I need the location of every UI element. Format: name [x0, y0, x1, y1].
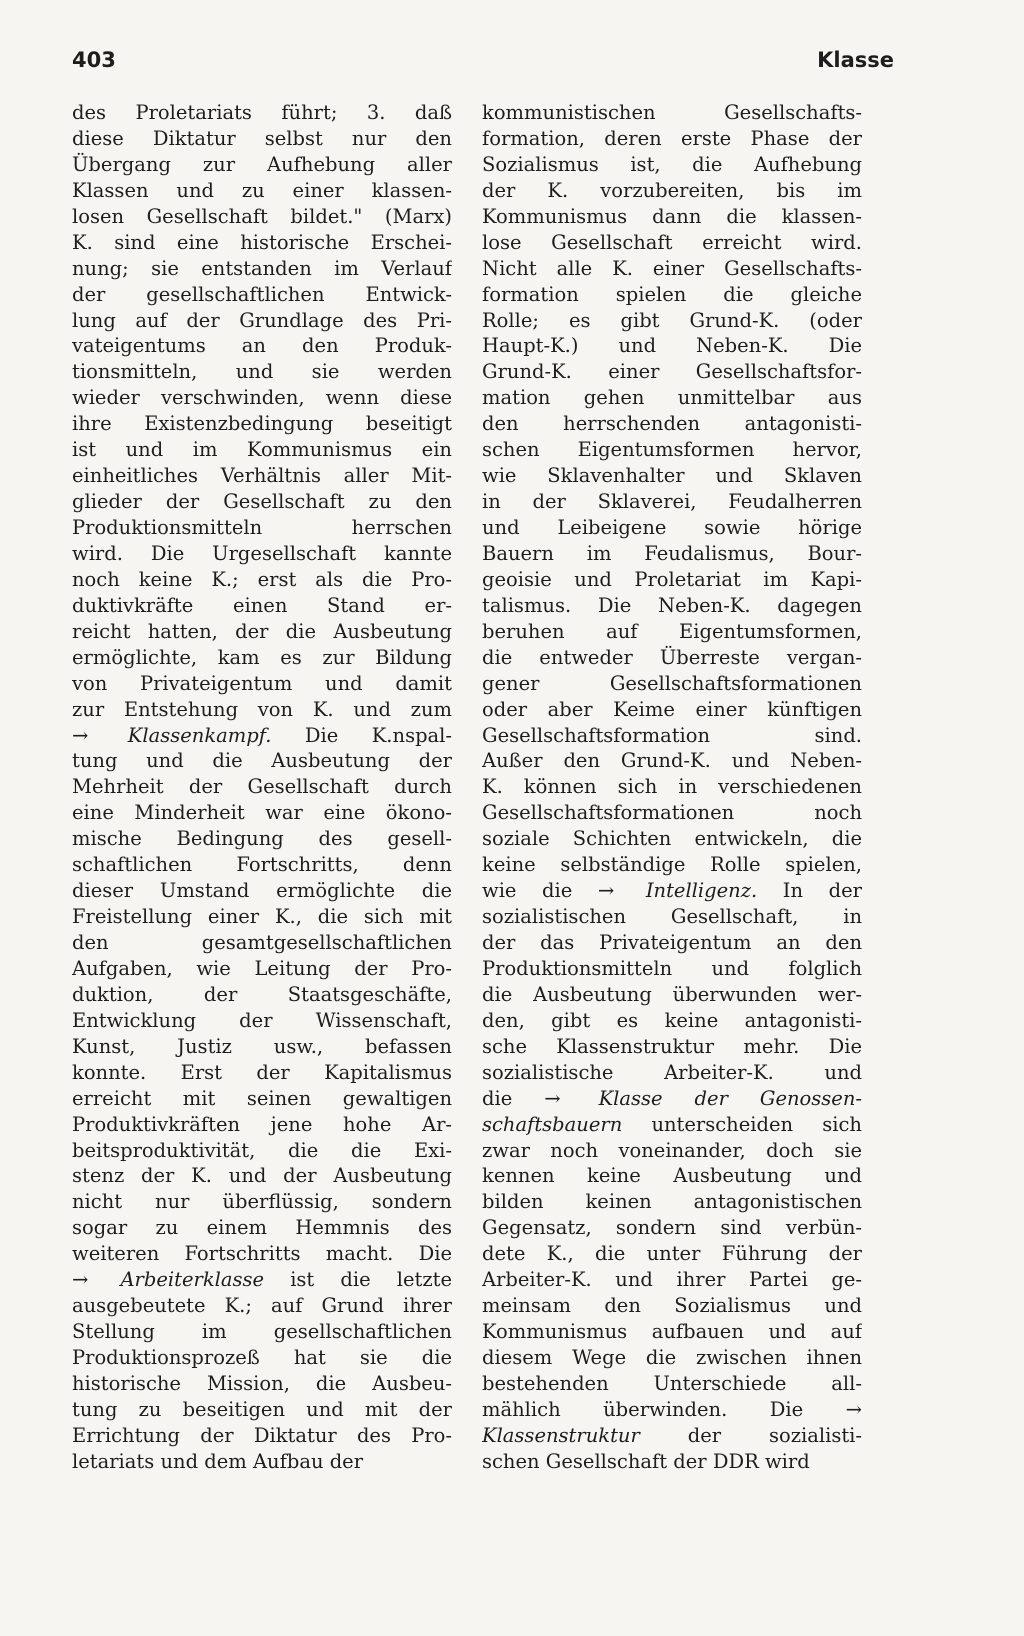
text-line [482, 852, 862, 878]
line-text: beitsproduktivität, die die Exi- [72, 1138, 452, 1162]
line-text: ausgebeutete K.; auf Grund ihrer [72, 1294, 452, 1318]
left-column [72, 100, 452, 1475]
line-text: mählich überwinden. Die → [482, 1397, 862, 1421]
cross-reference-arrow: → [597, 879, 615, 903]
line-text: beruhen auf Eigentumsformen, [482, 619, 862, 643]
line-text: ist und im Kommunismus ein [72, 438, 452, 462]
text-line [72, 826, 452, 852]
text-line [482, 1397, 862, 1423]
line-text: wird. Die Urgesellschaft kannte [72, 541, 452, 565]
line-text: dieser Umstand ermöglichte die [72, 879, 452, 903]
line-text: ermöglichte, kam es zur Bildung [72, 645, 452, 669]
line-text: Produktionsprozeß hat sie die [72, 1346, 452, 1369]
text-line [72, 1034, 452, 1060]
line-text: Übergang zur Aufhebung aller [72, 152, 452, 176]
line-text: schen Eigentumsformen hervor, [482, 438, 862, 462]
line-text: und Leibeigene sowie hörige [482, 516, 862, 539]
text-line [482, 256, 862, 282]
line-text: sozialistischen Gesellschaft, in [482, 905, 862, 929]
text-line [482, 956, 862, 982]
line-text: duktion, der Staatsgeschäfte, [72, 982, 452, 1006]
text-line [482, 1267, 862, 1293]
text-line [72, 1112, 452, 1138]
text-line [72, 152, 452, 178]
line-text: wieder verschwinden, wenn diese [72, 386, 452, 410]
line-text: nung; sie entstanden im Verlauf [72, 256, 452, 280]
line-text: Produktionsmitteln herrschen [72, 516, 452, 539]
line-text: Kommunismus aufbauen und auf [482, 1320, 862, 1344]
line-text: konnte. Erst der Kapitalismus [72, 1060, 452, 1084]
text-line [482, 1371, 862, 1397]
line-text: talismus. Die Neben-K. dagegen [482, 593, 862, 617]
line-text: meinsam den Sozialismus und [482, 1294, 862, 1318]
line-text: Kommunismus dann die klassen- [482, 204, 862, 228]
text-line [72, 852, 452, 878]
text-line [72, 800, 452, 826]
line-text: unterscheiden sich [651, 1112, 862, 1136]
text-line [482, 100, 862, 126]
line-text: Gesellschaftsformationen noch [482, 801, 862, 825]
line-text: formation spielen die gleiche [482, 282, 862, 306]
line-text: der gesellschaftlichen Entwick- [72, 282, 452, 306]
line-text: bilden keinen antagonistischen [482, 1190, 862, 1214]
line-text: ist die letzte [290, 1268, 452, 1292]
text-line [72, 411, 452, 437]
line-text: Die K.nspal- [304, 723, 452, 747]
text-line [482, 1163, 862, 1189]
text-line [72, 204, 452, 230]
line-text: der sozialisti- [687, 1423, 862, 1447]
text-line [72, 567, 452, 593]
text-line [72, 904, 452, 930]
line-text: Entwicklung der Wissenschaft, [72, 1008, 452, 1032]
line-text: Mehrheit der Gesellschaft durch [72, 775, 452, 799]
text-line [72, 982, 452, 1008]
cross-reference-arrow: → [72, 723, 89, 747]
text-line [72, 126, 452, 152]
line-text: diesem Wege die zwischen ihnen [482, 1346, 862, 1369]
line-text: Errichtung der Diktatur des Pro- [72, 1423, 452, 1447]
text-line [482, 930, 862, 956]
line-text: erreicht mit seinen gewaltigen [72, 1086, 452, 1110]
text-line [72, 359, 452, 385]
text-line [482, 826, 862, 852]
text-line [72, 1138, 452, 1164]
line-text: Bauern im Feudalismus, Bour- [482, 541, 862, 565]
line-text: reicht hatten, der die Ausbeutung [72, 619, 452, 643]
line-text: wie die [482, 879, 573, 903]
line-text: Gesellschaftsformation sind. [482, 723, 862, 747]
text-line [482, 1215, 862, 1241]
line-text: den herrschenden antagonisti- [482, 412, 862, 436]
text-line [482, 567, 862, 593]
text-line [72, 282, 452, 308]
line-text: die [482, 1086, 513, 1110]
cross-reference-arrow: → [544, 1086, 561, 1110]
right-column [482, 100, 862, 1475]
text-line [482, 1449, 862, 1475]
text-line [72, 1060, 452, 1086]
text-line [482, 1423, 862, 1449]
line-text: duktivkräfte einen Stand er- [72, 593, 452, 617]
line-text: Grund-K. einer Gesellschaftsfor- [482, 360, 862, 384]
line-text: des Proletariats führt; 3. daß [72, 101, 452, 124]
line-text: dete K., die unter Führung der [482, 1242, 862, 1266]
line-text: mische Bedingung des gesell- [72, 827, 452, 851]
running-head [72, 48, 894, 80]
text-line [482, 904, 862, 930]
text-line [482, 126, 862, 152]
text-line [482, 541, 862, 567]
line-text: Außer den Grund-K. und Neben- [482, 749, 862, 773]
line-text: gener Gesellschaftsformationen [482, 671, 862, 695]
line-text: Gegensatz, sondern sind verbün- [482, 1216, 862, 1240]
line-text: In der [782, 879, 862, 903]
text-line [482, 800, 862, 826]
text-line [482, 1241, 862, 1267]
line-text: wie Sklavenhalter und Sklaven [482, 464, 862, 488]
text-line [72, 723, 452, 749]
line-text: formation, deren erste Phase der [482, 126, 862, 150]
text-line [72, 697, 452, 723]
text-line [482, 204, 862, 230]
line-text: den, gibt es keine antagonisti- [482, 1008, 862, 1032]
text-line [72, 1371, 452, 1397]
line-text: den gesamtgesellschaftlichen [72, 931, 452, 954]
text-line [72, 1267, 452, 1293]
text-line [72, 878, 452, 904]
text-line [482, 152, 862, 178]
line-text: soziale Schichten entwickeln, die [482, 827, 862, 851]
cross-reference-term: Klassenstruktur [482, 1423, 640, 1447]
text-line [482, 515, 862, 541]
line-text: Stellung im gesellschaftlichen [72, 1320, 452, 1344]
line-text: schaftlichen Fortschritts, denn [72, 853, 452, 877]
text-line [72, 437, 452, 463]
text-line [72, 230, 452, 256]
line-text: zwar noch voneinander, doch sie [482, 1138, 862, 1162]
text-line [72, 256, 452, 282]
line-text: geoisie und Proletariat im Kapi- [482, 567, 862, 591]
text-line [72, 1397, 452, 1423]
line-text: Produktionsmitteln und folglich [482, 956, 862, 980]
text-line [482, 1034, 862, 1060]
line-text: Haupt-K.) und Neben-K. Die [482, 334, 862, 358]
text-line [72, 1423, 452, 1449]
text-line [72, 1449, 452, 1475]
line-text: weiteren Fortschritts macht. Die [72, 1242, 452, 1266]
text-line [72, 619, 452, 645]
text-line [482, 359, 862, 385]
text-line [482, 723, 862, 749]
text-line [482, 645, 862, 671]
line-text: glieder der Gesellschaft zu den [72, 490, 452, 514]
line-text: in der Sklaverei, Feudalherren [482, 490, 862, 514]
text-line [72, 100, 452, 126]
head-word: Klasse [817, 48, 894, 72]
text-line [72, 956, 452, 982]
line-text: der das Privateigentum an den [482, 931, 862, 954]
line-text: lung auf der Grundlage des Pri- [72, 308, 452, 332]
line-text: Rolle; es gibt Grund-K. (oder [482, 308, 862, 332]
text-line [72, 541, 452, 567]
text-line [482, 1060, 862, 1086]
line-text: Kunst, Justiz usw., befassen [72, 1034, 452, 1058]
text-line [482, 748, 862, 774]
text-line [482, 878, 862, 904]
line-text: schen Gesellschaft der DDR wird [482, 1449, 810, 1473]
text-line [482, 437, 862, 463]
text-line [482, 1112, 862, 1138]
text-line [482, 1008, 862, 1034]
text-line [482, 385, 862, 411]
text-line [72, 1163, 452, 1189]
line-text: stenz der K. und der Ausbeutung [72, 1164, 452, 1188]
text-line [72, 489, 452, 515]
line-text: tung zu beseitigen und mit der [72, 1397, 452, 1421]
line-text: die Ausbeutung überwunden wer- [482, 982, 862, 1006]
line-text: zur Entstehung von K. und zum [72, 697, 452, 721]
line-text: noch keine K.; erst als die Pro- [72, 567, 452, 591]
text-line [72, 593, 452, 619]
text-line [482, 619, 862, 645]
cross-reference-term: Klassenkampf. [127, 723, 272, 747]
line-text: Aufgaben, wie Leitung der Pro- [72, 956, 452, 980]
line-text: die entweder Überreste vergan- [482, 645, 862, 669]
text-line [482, 982, 862, 1008]
text-line [72, 463, 452, 489]
text-line [482, 671, 862, 697]
text-line [72, 333, 452, 359]
text-line [482, 1345, 862, 1371]
line-text: K. können sich in verschiedenen [482, 775, 862, 799]
line-text: kennen keine Ausbeutung und [482, 1164, 862, 1188]
text-line [482, 1189, 862, 1215]
line-text: sozialistische Arbeiter-K. und [482, 1060, 862, 1084]
text-line [482, 463, 862, 489]
line-text: Produktivkräften jene hohe Ar- [72, 1112, 452, 1136]
text-line [72, 385, 452, 411]
text-line [72, 1319, 452, 1345]
text-line [72, 645, 452, 671]
text-line [72, 1008, 452, 1034]
line-text: sche Klassenstruktur mehr. Die [482, 1034, 862, 1058]
line-text: von Privateigentum und damit [72, 671, 452, 695]
line-text: losen Gesellschaft bildet." (Marx) [72, 204, 452, 228]
line-text: Sozialismus ist, die Aufhebung [482, 152, 862, 176]
cross-reference-arrow: → [72, 1268, 89, 1292]
text-line [482, 230, 862, 256]
text-line [482, 774, 862, 800]
line-text: oder aber Keime einer künftigen [482, 697, 862, 721]
line-text: bestehenden Unterschiede all- [482, 1371, 862, 1395]
line-text: nicht nur überflüssig, sondern [72, 1190, 452, 1214]
text-line [482, 1086, 862, 1112]
line-text: diese Diktatur selbst nur den [72, 126, 452, 150]
text-line [72, 671, 452, 697]
line-text: der K. vorzubereiten, bis im [482, 178, 862, 202]
text-line [72, 178, 452, 204]
line-text: eine Minderheit war eine ökono- [72, 801, 452, 825]
line-text: mation gehen unmittelbar aus [482, 386, 862, 410]
line-text: einheitliches Verhältnis aller Mit- [72, 464, 452, 488]
line-text: Arbeiter-K. und ihrer Partei ge- [482, 1268, 862, 1292]
line-text: K. sind eine historische Erschei- [72, 230, 452, 254]
line-text: sogar zu einem Hemmnis des [72, 1216, 452, 1240]
text-line [72, 748, 452, 774]
text-line [482, 1319, 862, 1345]
text-line [482, 1138, 862, 1164]
text-line [482, 333, 862, 359]
cross-reference-term: Intelligenz. [645, 879, 758, 903]
line-text: ihre Existenzbedingung beseitigt [72, 412, 452, 436]
text-line [482, 489, 862, 515]
line-text: kommunistischen Gesellschafts- [482, 101, 862, 124]
text-line [72, 774, 452, 800]
line-text: Nicht alle K. einer Gesellschafts- [482, 256, 862, 280]
text-line [482, 178, 862, 204]
text-line [72, 1293, 452, 1319]
cross-reference-term: schaftsbauern [482, 1112, 623, 1136]
text-line [482, 593, 862, 619]
line-text: letariats und dem Aufbau der [72, 1449, 364, 1473]
line-text: tionsmitteln, und sie werden [72, 360, 452, 384]
text-line [482, 308, 862, 334]
line-text: historische Mission, die Ausbeu- [72, 1371, 452, 1395]
text-line [72, 1189, 452, 1215]
text-line [482, 1293, 862, 1319]
cross-reference-term: Klasse der Genossen- [598, 1086, 862, 1110]
text-line [72, 1086, 452, 1112]
cross-reference-term: Arbeiterklasse [120, 1268, 265, 1292]
page-number: 403 [72, 48, 116, 72]
text-line [72, 930, 452, 956]
line-text: Freistellung einer K., die sich mit [72, 905, 452, 929]
text-line [72, 1345, 452, 1371]
text-line [482, 282, 862, 308]
text-line [72, 1241, 452, 1267]
text-line [482, 697, 862, 723]
line-text: lose Gesellschaft erreicht wird. [482, 230, 862, 254]
line-text: Klassen und zu einer klassen- [72, 178, 452, 202]
line-text: keine selbständige Rolle spielen, [482, 853, 862, 877]
text-line [482, 411, 862, 437]
text-line [72, 515, 452, 541]
line-text: tung und die Ausbeutung der [72, 749, 452, 773]
text-line [72, 308, 452, 334]
line-text: vateigentums an den Produk- [72, 334, 452, 358]
text-line [72, 1215, 452, 1241]
